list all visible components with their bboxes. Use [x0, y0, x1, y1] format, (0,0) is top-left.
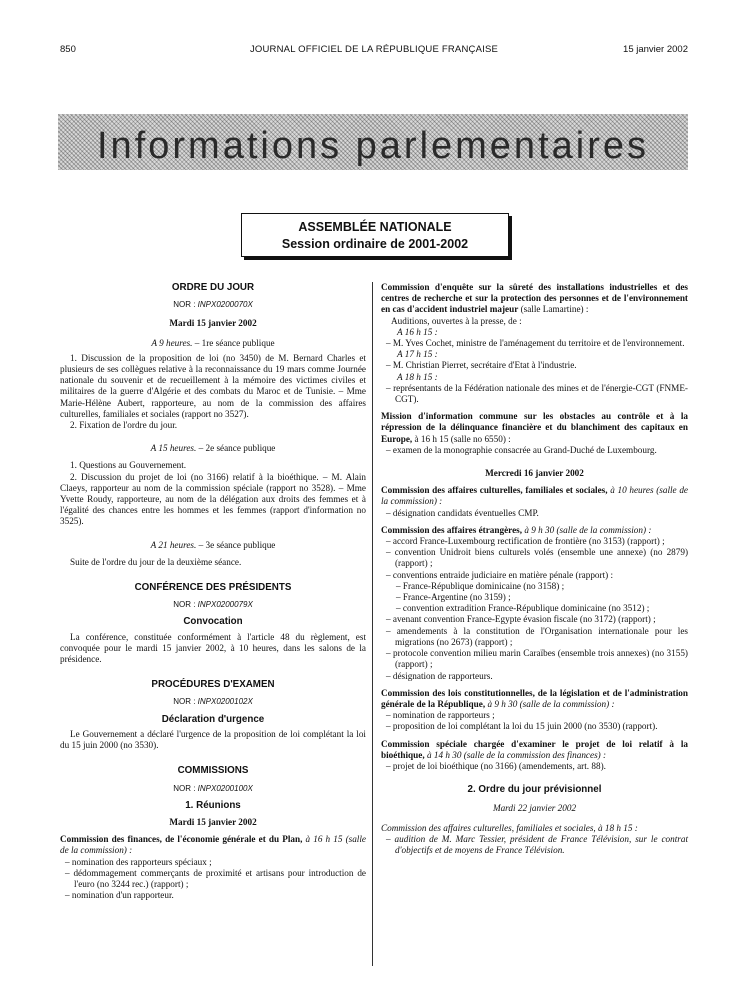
finances-item: – nomination d'un rapporteur. [65, 890, 174, 901]
enquete-intro: Auditions, ouvertes à la presse, de : [391, 315, 522, 326]
seance-2-item-2: 2. Discussion du projet de loi (no 3166) relatif à la bioéthique. – M. Alain Claeys, rapporteur au nom de la commission spéciale (rapport no 3528). – Mme Yvette Roudy, rapporteure, au nom de la délégation aux droits des femmes et à l'égalité des chances entre les hommes et les femmes (rapport d'information no 3525). [60, 471, 366, 527]
previsionnel-heading: 2. Ordre du jour prévisionnel [467, 784, 602, 796]
enquete-person-3: – représentants de la Fédération nationale des mines et de l'énergie-CGT (FNME-CGT). [386, 382, 688, 405]
enquete-time-3: A 18 h 15 : [397, 371, 438, 382]
convocation-heading: Convocation [183, 616, 243, 628]
ordre-date: Mardi 15 janvier 2002 [169, 318, 257, 329]
conference-text: La conférence, constituée conformément à l'article 48 du règlement, est convoquée pour le mardi 15 janvier 2002, à 10 heures, dans les salons de la présidence. [60, 631, 366, 665]
etrangeres-subitem: – convention extradition France-République dominicaine (no 3512) ; [396, 603, 650, 614]
seance-2-item-1: 1. Questions au Gouvernement. [70, 460, 187, 471]
enquete-time-1: A 16 h 15 : [397, 326, 438, 337]
etrangeres-item: – avenant convention France-Egypte évasion fiscale (no 3172) (rapport) ; [386, 614, 656, 625]
etrangeres-item: – amendements à la constitution de l'Organisation internationale pour les migrations (no 2673) (rapport) ; [386, 625, 688, 647]
etrangeres-item: – conventions entraide judiciaire en matière pénale (rapport) : [386, 569, 614, 580]
nor-line: NOR : INPX0200100X [173, 783, 253, 793]
etrangeres-title: Commission des affaires étrangères, à 9 h 30 (salle de la commission) : [381, 524, 652, 535]
right-column [381, 282, 688, 856]
nor-line: NOR : INPX0200070X [173, 300, 253, 310]
previsionnel-date: Mardi 22 janvier 2002 [492, 803, 577, 814]
enquete-person-2: – M. Christian Pierret, secrétaire d'Etat à l'industrie. [386, 360, 577, 371]
seance-1-heading: A 9 heures. – 1re séance publique [151, 337, 275, 348]
banner-title: Informations parlementaires [97, 125, 649, 167]
running-header [60, 44, 688, 58]
previsionnel-item: – audition de M. Marc Tessier, président de France Télévision, sur le contrat d'objectifs et de moyens de France Télévision. [386, 833, 688, 855]
etrangeres-subitem: – France-République dominicaine (no 3158) ; [396, 580, 565, 591]
reunions-date: Mardi 15 janvier 2002 [169, 816, 257, 827]
left-column [60, 282, 366, 901]
previsionnel-commission: Commission des affaires culturelles, familiales et sociales, à 18 h 15 : [381, 822, 638, 833]
lois-title: Commission des lois constitutionnelles, de la législation et de l'administration générale de la République, à 9 h 30 (salle de la commission) : [381, 687, 688, 709]
seance-3-text: Suite de l'ordre du jour de la deuxième séance. [70, 556, 242, 567]
finances-title: Commission des finances, de l'économie générale et du Plan, à 16 h 15 (salle de la commission) : [60, 834, 366, 856]
seance-3-heading: A 21 heures. – 3e séance publique [150, 539, 276, 550]
reunions-heading: 1. Réunions [185, 799, 241, 811]
urgence-text: Le Gouvernement a déclaré l'urgence de la proposition de loi complétant la loi du 15 juin 2000 (no 3530). [60, 728, 366, 751]
session-title: Session ordinaire de 2001-2002 [281, 237, 469, 251]
mercredi-date: Mercredi 16 janvier 2002 [485, 468, 584, 479]
journal-title: JOURNAL OFFICIEL DE LA RÉPUBLIQUE FRANÇAISE [249, 44, 499, 55]
mission-title: Mission d'information commune sur les obstacles au contrôle et à la répression de la délinquance financière et du blanchiment des capitaux en Europe, à 16 h 15 (salle no 6550) : [381, 411, 688, 444]
issue-date: 15 janvier 2002 [623, 44, 688, 55]
speciale-title: Commission spéciale chargée d'examiner le projet de loi relatif à la bioéthique, à 14 h 30 (salle de la commission des finances) : [381, 738, 688, 760]
urgence-heading: Déclaration d'urgence [161, 713, 265, 725]
etrangeres-item: – convention Unidroit biens culturels volés (ensemble une annexe) (no 2879) (rapport) ; [386, 547, 688, 569]
lois-item: – proposition de loi complétant la loi du 15 juin 2000 (no 3530) (rapport). [386, 721, 658, 732]
enquete-title: Commission d'enquête sur la sûreté des installations industrielles et des centres de recherche et sur la protection des personnes et de l'environnement en cas d'accident industriel majeur (salle Lamartine) : [381, 282, 688, 315]
section-banner [58, 114, 688, 170]
assembly-name: ASSEMBLÉE NATIONALE [298, 220, 452, 234]
etrangeres-item: – désignation de rapporteurs. [386, 670, 493, 681]
page-number: 850 [60, 44, 76, 55]
section-heading-procedures: PROCÉDURES D'EXAMEN [151, 679, 275, 691]
column-divider [372, 282, 373, 966]
culturelles-item: – désignation candidats éventuelles CMP. [386, 507, 539, 518]
section-heading-commissions: COMMISSIONS [177, 765, 249, 777]
nor-line: NOR : INPX0200079X [173, 600, 253, 610]
seance-2-heading: A 15 heures. – 2e séance publique [150, 443, 276, 454]
nor-line: NOR : INPX0200102X [173, 697, 253, 707]
section-heading-ordre: ORDRE DU JOUR [171, 282, 255, 293]
finances-item: – nomination des rapporteurs spéciaux ; [65, 856, 212, 867]
enquete-person-1: – M. Yves Cochet, ministre de l'aménagement du territoire et de l'environnement. [386, 338, 685, 349]
enquete-time-2: A 17 h 15 : [397, 349, 438, 360]
section-heading-conference: CONFÉRENCE DES PRÉSIDENTS [134, 582, 292, 594]
etrangeres-subitem: – France-Argentine (no 3159) ; [396, 592, 511, 603]
mission-item: – examen de la monographie consacrée au Grand-Duché de Luxembourg. [386, 444, 657, 455]
assembly-box [241, 213, 509, 257]
etrangeres-item: – protocole convention milieu marin Caraïbes (ensemble trois annexes) (no 3155) (rapport) ; [386, 648, 688, 670]
speciale-item: – projet de loi bioéthique (no 3166) (amendements, art. 88). [386, 760, 606, 771]
culturelles-title: Commission des affaires culturelles, familiales et sociales, à 10 heures (salle de la commission) : [381, 485, 688, 507]
finances-item: – dédommagement commerçants de proximité et artisans pour introduction de l'euro (no 3244 rec.) (rapport) ; [65, 867, 366, 889]
seance-1-item-2: 2. Fixation de l'ordre du jour. [70, 420, 178, 431]
seance-1-item-1: 1. Discussion de la proposition de loi (no 3450) de M. Bernard Charles et plusieurs de ses collègues relative à la reconnaissance du 19 mars comme Journée nationale du souvenir et de recueillement à la mémoire des victimes civiles et militaires de la guerre d'Algérie et des combats du Maroc et de Tunisie. – Mme Marie-Hélène Aubert, rapporteure, au nom de la commission des affaires culturelles, familiales et sociales (rapport no 3527). [60, 352, 366, 419]
lois-item: – nomination de rapporteurs ; [386, 710, 495, 721]
etrangeres-item: – accord France-Luxembourg rectification de frontière (no 3153) (rapport) ; [386, 536, 665, 547]
